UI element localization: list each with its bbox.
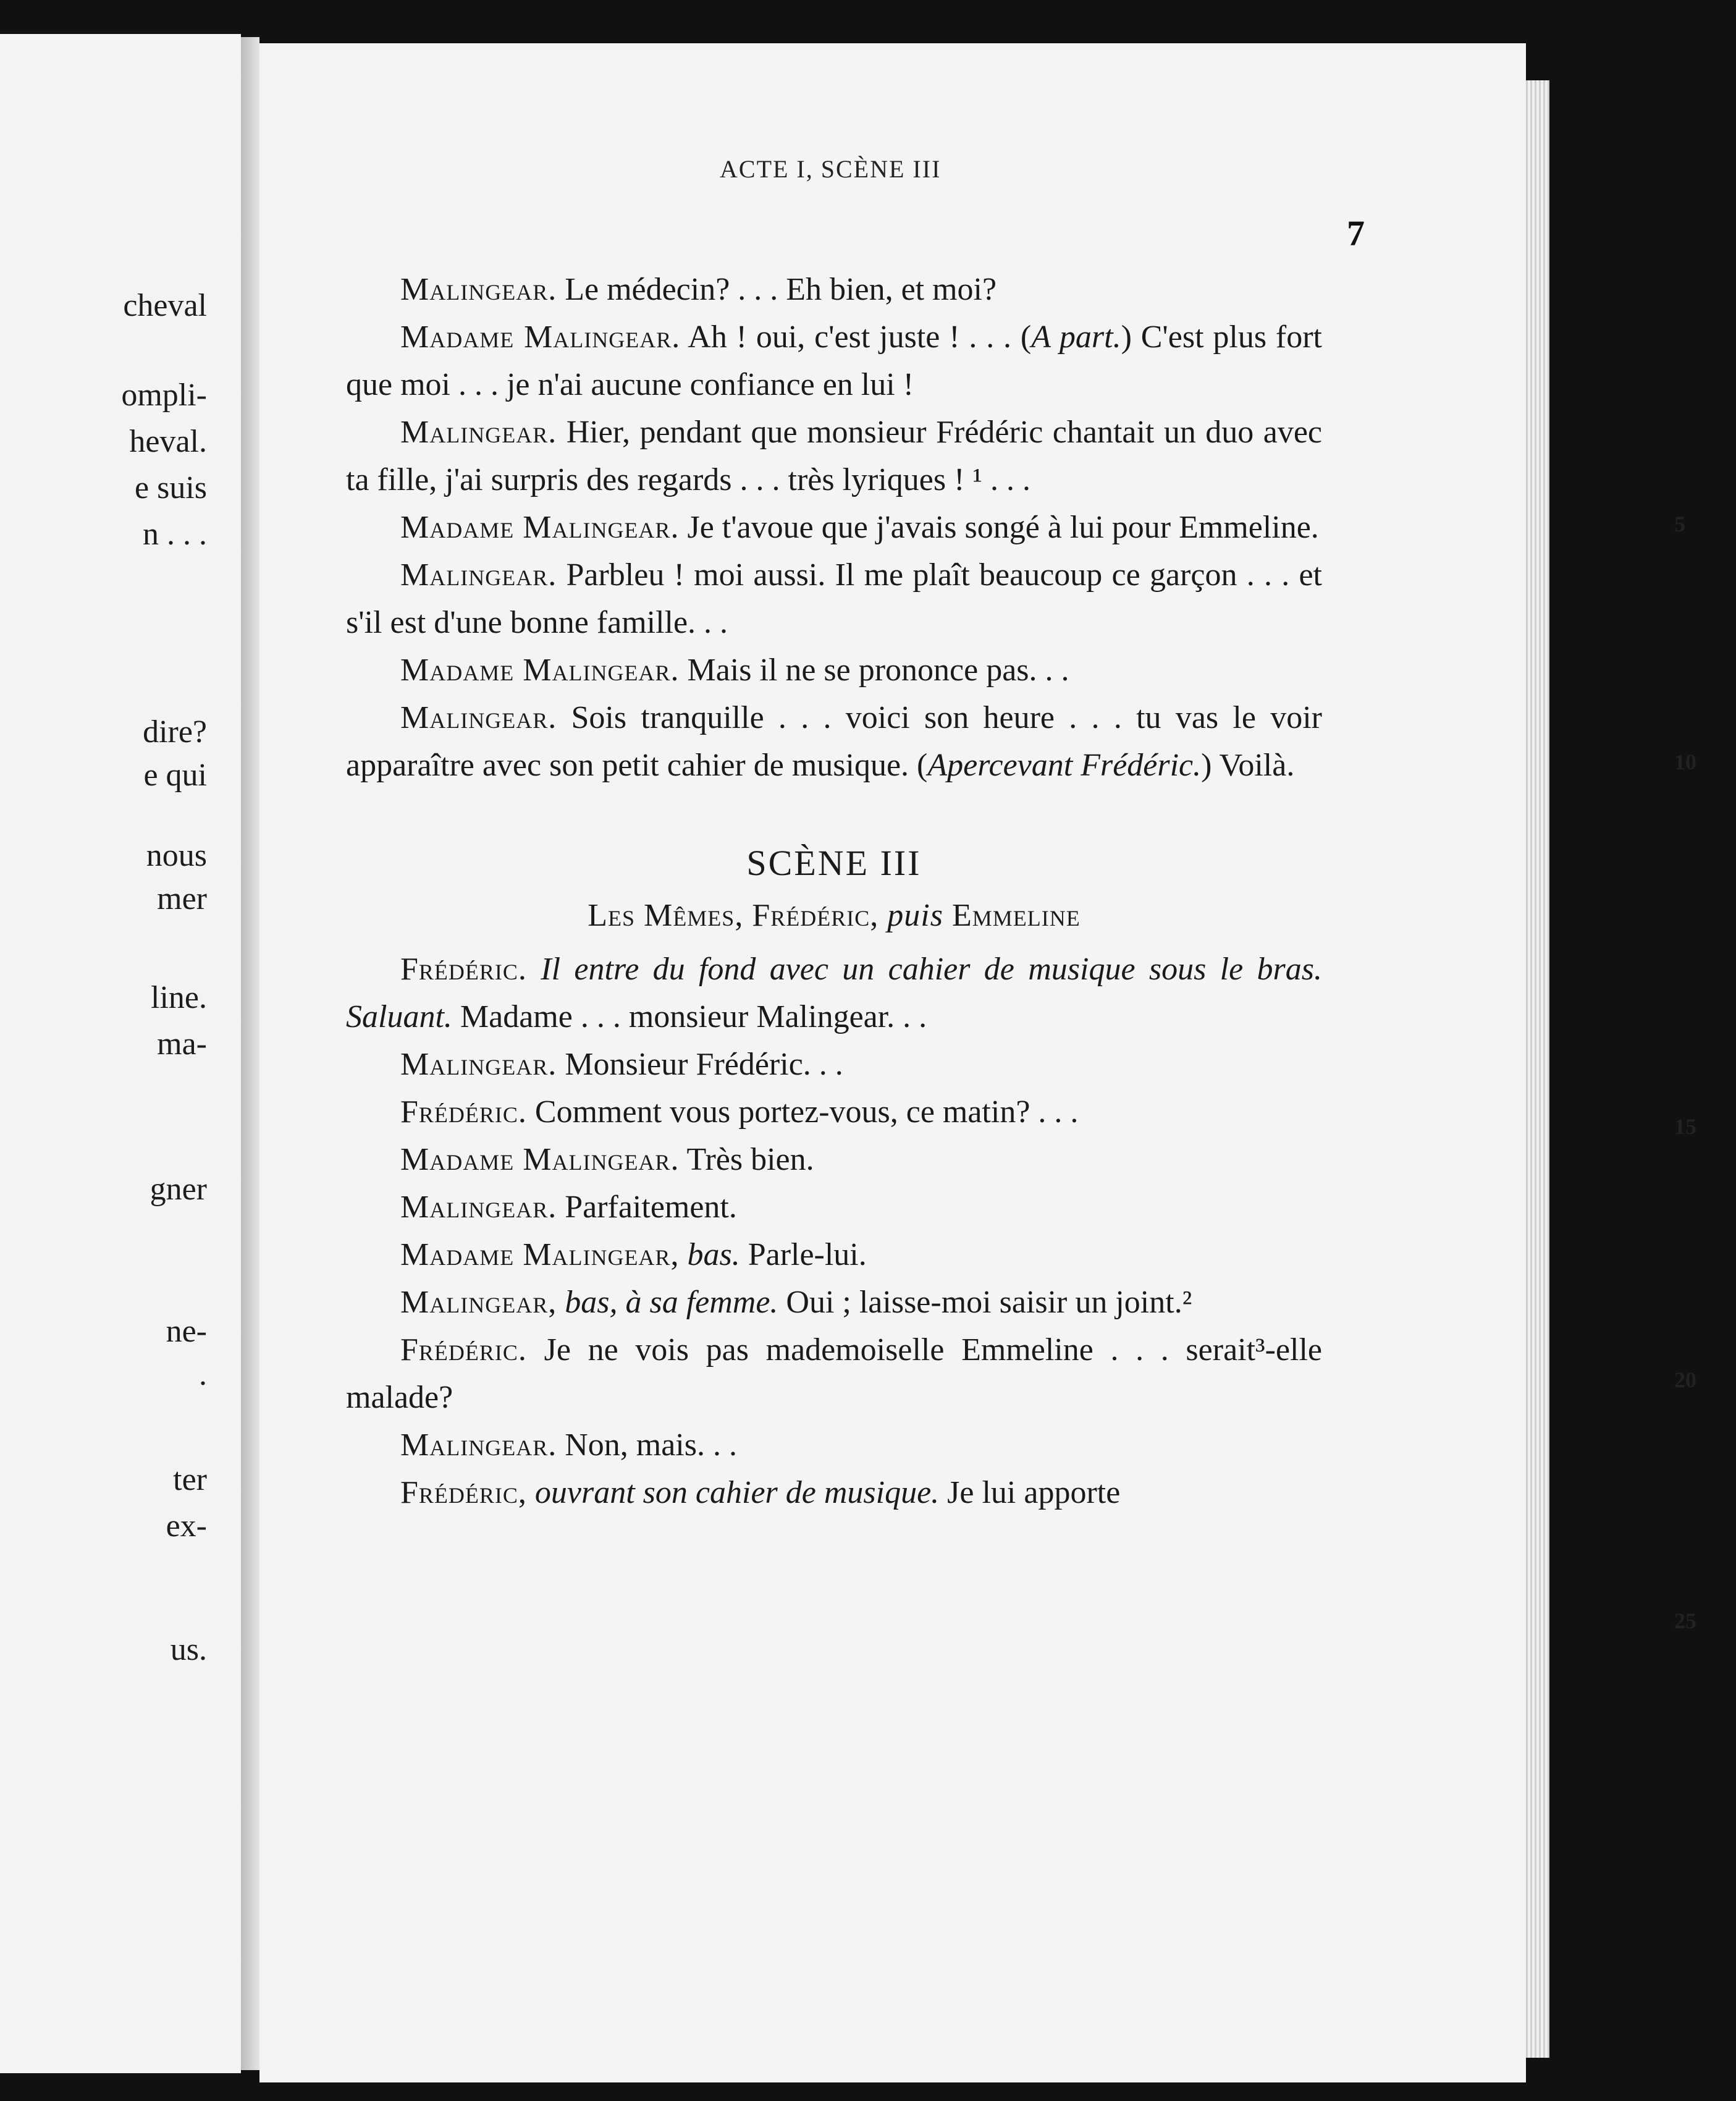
dialogue-text: Parbleu ! moi aussi. Il me plaît beaucoup ce garçon . . . et s'il est d'une bonne famille. . . <box>346 557 1323 640</box>
dialogue-line <box>346 504 1322 551</box>
dialogue-text: Hier, pendant que monsieur Frédéric chantait un duo avec ta fille, j'ai surpris des regards . . . très lyriques ! ¹ . . . <box>346 415 1323 497</box>
left-page-fragment: mer <box>157 881 207 916</box>
scene-title: SCÈNE III <box>746 843 922 883</box>
left-page-fragment: cheval <box>123 288 207 323</box>
line-number: 20 <box>1674 1368 1696 1392</box>
left-page-fragment: . <box>199 1357 207 1392</box>
dialogue-text: Comment vous portez-vous, ce matin? . . . <box>534 1094 1079 1130</box>
dialogue-text: ) Voilà. <box>1201 748 1295 783</box>
speaker-name: Madame Malingear, <box>400 1237 680 1272</box>
left-page-fragment: gner <box>150 1172 207 1207</box>
dialogue-block-2 <box>346 945 1322 1516</box>
dialogue-text: Madame . . . monsieur Malingear. . . <box>452 999 927 1034</box>
speaker-name: Frédéric, <box>400 1475 527 1510</box>
speaker-name: Madame Malingear. <box>400 319 681 355</box>
speaker-name: Madame Malingear. <box>400 653 680 688</box>
dialogue-line <box>346 1421 1322 1469</box>
dialogue-text: Parfaitement. <box>565 1190 737 1225</box>
dialogue-text: ) C'est plus fort que moi . . . je n'ai aucune confiance en lui ! <box>346 319 1322 402</box>
line-number: 25 <box>1674 1609 1696 1633</box>
stage-direction: ouvrant son cahier de musique. <box>534 1475 940 1510</box>
speaker-name: Frédéric. <box>400 1332 527 1368</box>
stage-direction: bas, à sa femme. <box>565 1285 778 1320</box>
left-page-fragment: e suis <box>135 470 207 505</box>
dialogue-line <box>346 945 1322 1041</box>
left-page-fragment: ter <box>173 1462 207 1497</box>
dialogue-line <box>346 1183 1322 1231</box>
dialogue-line <box>346 266 1322 313</box>
speaker-name: Malingear. <box>400 415 557 450</box>
stage-direction: bas. <box>687 1237 740 1272</box>
dialogue-text: Sois tranquille . . . voici son heure . . . tu vas le voir apparaître avec son petit cahier de musique. ( <box>346 700 1322 783</box>
dialogue-line <box>346 1136 1322 1183</box>
dialogue-text: Je t'avoue que j'avais songé à lui pour Emmeline. <box>687 510 1319 545</box>
running-header: ACTE I, SCÈNE III <box>720 155 942 183</box>
left-page-fragment: ma- <box>157 1026 207 1062</box>
scene-characters <box>346 891 1322 941</box>
speaker-name: Malingear. <box>400 1190 557 1225</box>
dialogue-line <box>346 1088 1322 1136</box>
left-page-fragment: line. <box>151 980 207 1015</box>
speaker-name: Malingear, <box>400 1285 557 1320</box>
characters-part1: Les Mêmes, Frédéric, <box>588 898 888 933</box>
characters-part3: Emmeline <box>943 898 1081 933</box>
dialogue-line <box>346 694 1322 789</box>
speaker-name: Malingear. <box>400 1047 557 1082</box>
dialogue-text: Monsieur Frédéric. . . <box>565 1047 843 1082</box>
speaker-name: Frédéric. <box>400 952 527 987</box>
play-text <box>346 266 1696 1633</box>
line-number: 5 <box>1674 512 1685 536</box>
dialogue-text: Le médecin? . . . Eh bien, et moi? <box>565 272 997 307</box>
dialogue-text: Ah ! oui, c'est juste ! . . . ( <box>688 319 1032 355</box>
line-number: 10 <box>1674 750 1696 774</box>
left-page-fragment: ne- <box>166 1314 207 1349</box>
dialogue-block-1 <box>346 266 1322 789</box>
left-page-fragment: dire? <box>143 714 207 750</box>
dialogue-text: Mais il ne se prononce pas. . . <box>687 653 1069 688</box>
dialogue-line <box>346 1041 1322 1088</box>
left-page-fragment: us. <box>170 1632 207 1667</box>
speaker-name: Madame Malingear. <box>400 1142 680 1177</box>
left-page <box>0 34 241 2073</box>
dialogue-line <box>346 313 1322 408</box>
left-page-fragment: ompli- <box>121 378 207 413</box>
characters-part2: puis <box>887 898 943 933</box>
left-page-fragment: nous <box>146 838 207 873</box>
line-number: 15 <box>1674 1114 1696 1139</box>
dialogue-text: Je lui apporte <box>939 1475 1121 1510</box>
dialogue-text: Parle-lui. <box>739 1237 867 1272</box>
speaker-name: Malingear. <box>400 700 557 735</box>
dialogue-line <box>346 1326 1322 1421</box>
speaker-name: Madame Malingear. <box>400 510 680 545</box>
stage-direction: A part. <box>1031 319 1121 355</box>
stage-direction: Apercevant Frédéric. <box>927 748 1202 783</box>
page-edges <box>1526 80 1549 2058</box>
dialogue-line <box>346 1231 1322 1279</box>
dialogue-text: Non, mais. . . <box>565 1427 737 1463</box>
dialogue-line <box>346 646 1322 694</box>
page-number: 7 <box>1347 213 1365 253</box>
left-page-fragment: e qui <box>143 758 207 793</box>
speaker-name: Frédéric. <box>400 1094 527 1130</box>
dialogue-line <box>346 1279 1322 1326</box>
dialogue-line <box>346 1469 1322 1516</box>
dialogue-line <box>346 551 1322 646</box>
stage-direction: Il entre du fond avec un cahier de musique sous le bras. Saluant. <box>346 952 1323 1034</box>
book-spine <box>241 37 259 2070</box>
left-page-fragment: n . . . <box>143 517 207 552</box>
dialogue-text: Très bien. <box>686 1142 814 1177</box>
speaker-name: Malingear. <box>400 1427 557 1463</box>
dialogue-text: Oui ; laisse-moi saisir un joint.² <box>778 1285 1192 1320</box>
left-page-fragment: ex- <box>166 1508 207 1544</box>
dialogue-line <box>346 408 1322 504</box>
dialogue-text: Je ne vois pas mademoiselle Emmeline . . . serait³-elle malade? <box>346 1332 1322 1415</box>
speaker-name: Malingear. <box>400 272 557 307</box>
speaker-name: Malingear. <box>400 557 557 593</box>
left-page-fragment: heval. <box>129 424 207 459</box>
